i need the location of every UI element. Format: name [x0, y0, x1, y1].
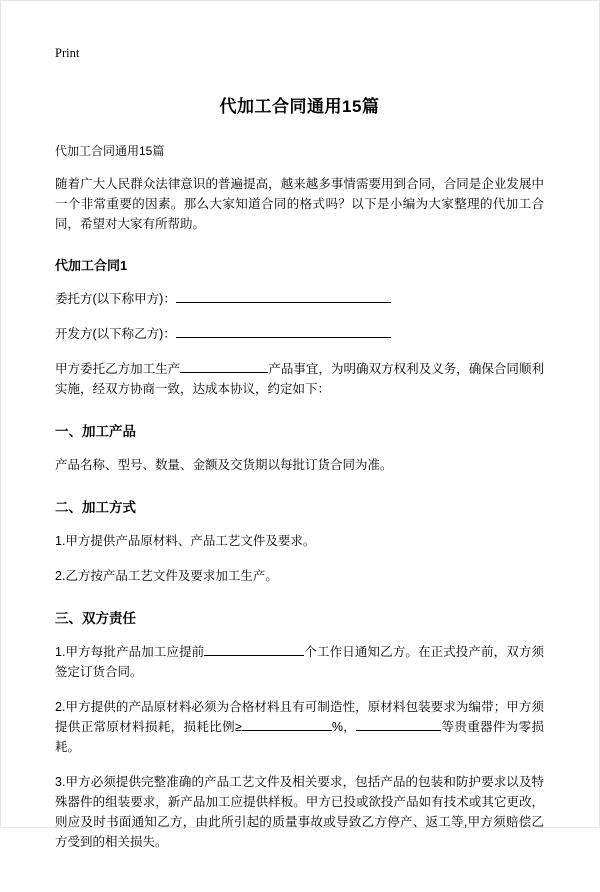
party-b-label: 开发方(以下称乙方)：: [55, 327, 176, 341]
section-3-item-3: 3.甲方必须提供完整准确的产品工艺文件及相关要求，包括产品的包装和防护要求以及特殊器件的组装要求，新产品加工应提供样板。甲方已投或欲投产品如有技术或其它更改，则应及时书面通知乙方，由此所引起的质量事故或导致乙方停产、返工等,甲方须赔偿乙方受到的相关损失。: [55, 775, 544, 849]
section-1-body: 产品名称、型号、数量、金额及交货期以每批订货合同为准。: [55, 458, 393, 472]
intro-paragraph: 随着广大人民群众法律意识的普遍提高，越来越多事情需要用到合同，合同是企业发展中一个非常重要的因素。那么大家知道合同的格式吗？以下是小编为大家整理的代加工合同，希望对大家有所帮助。: [55, 177, 544, 231]
section-3-item-2-blank-line-2: [356, 721, 441, 731]
party-a-blank-line: [176, 293, 391, 303]
section-3-heading: 三、双方责任: [55, 611, 136, 626]
section-1-heading: 一、加工产品: [55, 424, 136, 439]
section-3-item-1: [55, 642, 544, 682]
section-3-item-1-pre: 1.甲方每批产品加工应提前: [55, 645, 205, 659]
page-title: 代加工合同通用15篇: [219, 97, 380, 116]
section-2-item-2: 2.乙方按产品工艺文件及要求加工生产。: [55, 569, 278, 583]
section-3-item-2-mid: %，: [331, 720, 357, 734]
entrust-blank-line: [180, 363, 268, 373]
print-link[interactable]: Print: [55, 46, 80, 60]
party-b-line: [55, 324, 544, 344]
party-b-blank-line: [176, 328, 391, 338]
section-3-item-2-pre: 2.甲方提供的产品原材料必须为合格材料且有可制造性，原材料包装要求为编带；甲方须提供正常原材料损耗，损耗比例≥: [55, 700, 544, 734]
entrust-text-post: 产品事宜，为明确双方权利及义务，确保合同顺利实施，经双方协商一致，达成本协议，约定如下：: [55, 362, 544, 396]
entrust-paragraph: [55, 359, 544, 399]
section-3-item-2-blank-line-1: [242, 721, 332, 731]
section-3-item-1-blank-line: [204, 646, 304, 656]
section-3-item-2: [55, 697, 544, 757]
contract-1-heading: 代加工合同1: [55, 258, 128, 273]
document-subtitle: 代加工合同通用15篇: [55, 144, 165, 158]
entrust-text-pre: 甲方委托乙方加工生产: [55, 362, 181, 376]
party-a-line: [55, 289, 544, 309]
party-a-label: 委托方(以下称甲方)：: [55, 292, 176, 306]
section-2-item-1: 1.甲方提供产品原材料、产品工艺文件及要求。: [55, 534, 316, 548]
section-3-item-1-post: 个工作日通知乙方。在正式投产前，双方须签定订货合同。: [55, 645, 544, 679]
section-2-heading: 二、加工方式: [55, 500, 136, 515]
section-3-item-2-post: 等贵重器件为零损耗。: [55, 720, 544, 754]
